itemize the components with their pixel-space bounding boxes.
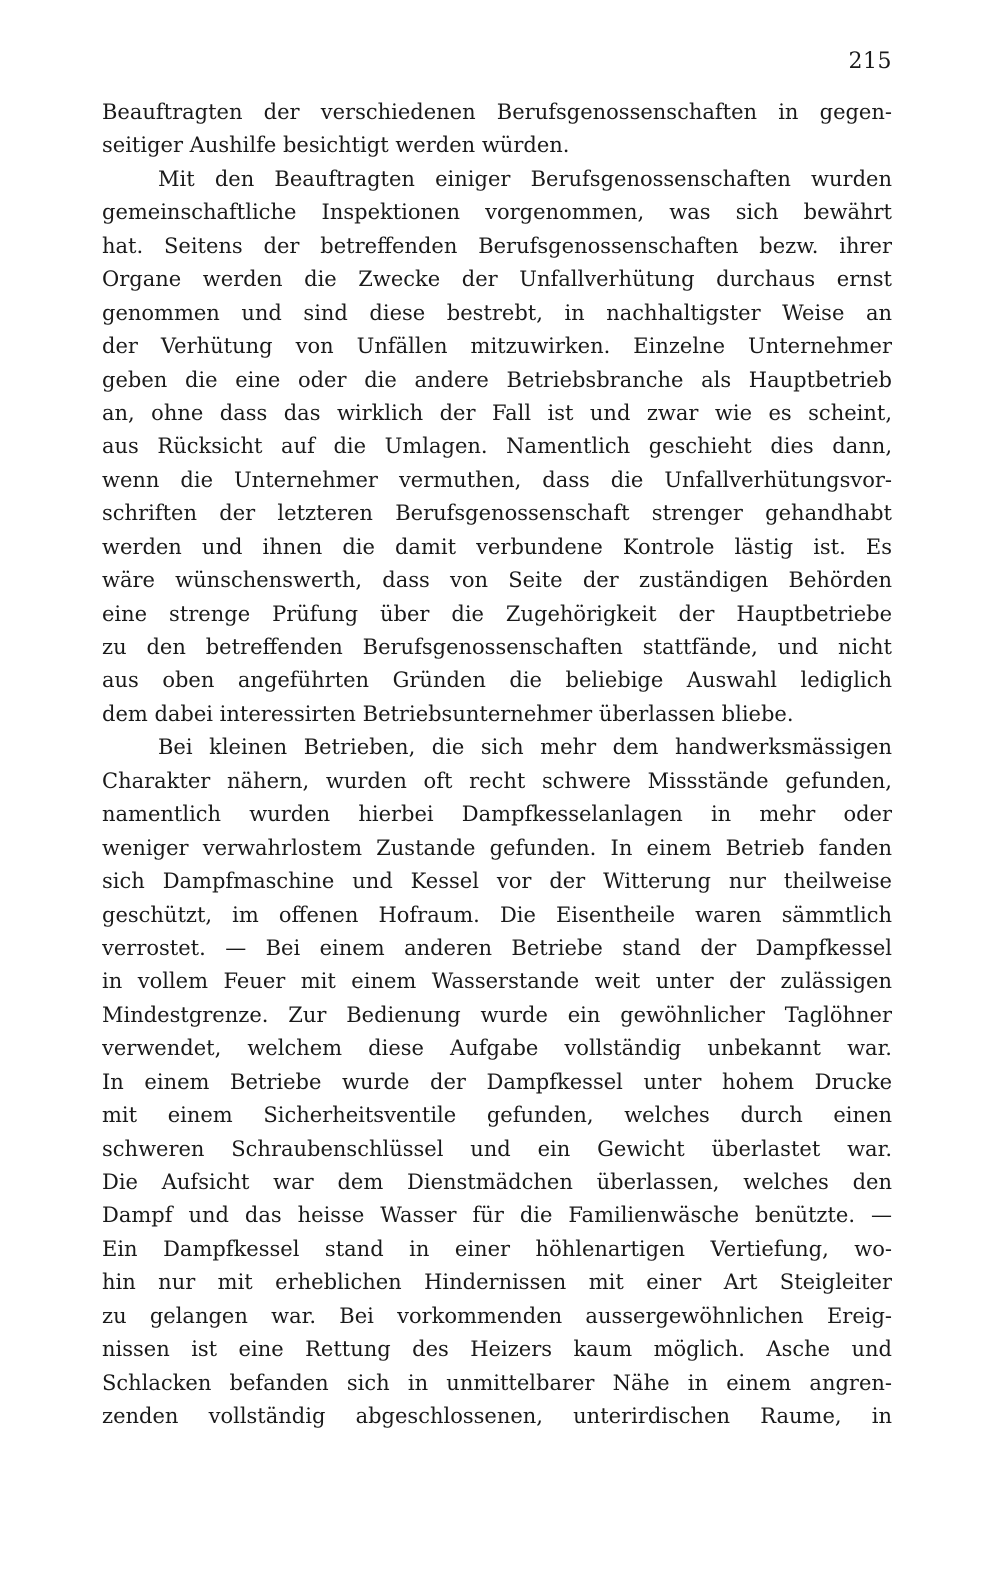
text-line: eine strenge Prüfung über die Zugehörigkeit der Hauptbetriebe <box>102 601 892 626</box>
text-line: verwendet, welchem diese Aufgabe vollständig unbekannt war. <box>102 1036 892 1061</box>
text-line: Mindestgrenze. Zur Bedienung wurde ein gewöhnlicher Taglöhner <box>102 1002 892 1027</box>
text-line: hat. Seitens der betreffenden Berufsgenossenschaften bezw. ihrer <box>102 233 892 258</box>
text-line: Ein Dampfkessel stand in einer höhlenartigen Vertiefung, wo- <box>102 1236 892 1261</box>
page-number: 215 <box>848 49 892 74</box>
text-line: in vollem Feuer mit einem Wasserstande weit unter der zulässigen <box>102 969 892 994</box>
text-line: In einem Betriebe wurde der Dampfkessel unter hohem Drucke <box>102 1069 892 1094</box>
text-line: geschützt, im offenen Hofraum. Die Eisentheile waren sämmtlich <box>102 902 892 927</box>
text-line: wäre wünschenswerth, dass von Seite der zuständigen Behörden <box>102 568 892 593</box>
text-line: zu gelangen war. Bei vorkommenden aussergewöhnlichen Ereig- <box>102 1303 892 1328</box>
text-line: genommen und sind diese bestrebt, in nachhaltigster Weise an <box>102 300 892 325</box>
text-line: hin nur mit erheblichen Hindernissen mit einer Art Steigleiter <box>102 1270 892 1295</box>
text-line: geben die eine oder die andere Betriebsbranche als Hauptbetrieb <box>102 367 892 392</box>
text-line: mit einem Sicherheitsventile gefunden, welches durch einen <box>102 1103 892 1128</box>
text-line: verrostet. — Bei einem anderen Betriebe stand der Dampfkessel <box>102 935 892 960</box>
text-line: Organe werden die Zwecke der Unfallverhütung durchaus ernst <box>102 267 892 292</box>
text-line: aus Rücksicht auf die Umlagen. Namentlich geschieht dies dann, <box>102 434 892 459</box>
text-line: Beauftragten der verschiedenen Berufsgenossenschaften in gegen- <box>102 100 892 124</box>
text-line: Dampf und das heisse Wasser für die Familienwäsche benützte. — <box>102 1203 892 1228</box>
text-line: gemeinschaftliche Inspektionen vorgenommen, was sich bewährt <box>102 200 892 225</box>
text-line: dem dabei interessirten Betriebsunternehmer überlassen bliebe. <box>102 701 794 726</box>
text-line: an, ohne dass das wirklich der Fall ist und zwar wie es scheint, <box>102 400 892 425</box>
body-text <box>102 96 892 1434</box>
text-line: wenn die Unternehmer vermuthen, dass die Unfallverhütungsvor- <box>102 467 892 492</box>
text-line: schweren Schraubenschlüssel und ein Gewicht überlastet war. <box>102 1136 892 1161</box>
text-line: zu den betreffenden Berufsgenossenschaften stattfände, und nicht <box>102 635 892 659</box>
text-line: weniger verwahrlostem Zustande gefunden. In einem Betrieb fanden <box>102 835 892 860</box>
text-line: sich Dampfmaschine und Kessel vor der Witterung nur theilweise <box>102 869 892 894</box>
text-line: der Verhütung von Unfällen mitzuwirken. Einzelne Unternehmer <box>102 334 892 359</box>
text-line: Mit den Beauftragten einiger Berufsgenossenschaften wurden <box>158 166 892 191</box>
text-line: Die Aufsicht war dem Dienstmädchen überlassen, welches den <box>102 1170 892 1194</box>
text-line: Schlacken befanden sich in unmittelbarer Nähe in einem angren- <box>102 1370 892 1395</box>
text-line: seitiger Aushilfe besichtigt werden würden. <box>102 133 570 158</box>
text-line: Bei kleinen Betrieben, die sich mehr dem handwerksmässigen <box>158 735 892 760</box>
text-line: aus oben angeführten Gründen die beliebige Auswahl lediglich <box>102 668 892 693</box>
text-line: schriften der letzteren Berufsgenossenschaft strenger gehandhabt <box>102 501 892 526</box>
text-line: nissen ist eine Rettung des Heizers kaum möglich. Asche und <box>102 1337 892 1362</box>
text-line: werden und ihnen die damit verbundene Kontrole lästig ist. Es <box>102 534 892 559</box>
text-line: namentlich wurden hierbei Dampfkesselanlagen in mehr oder <box>102 802 892 827</box>
text-line: zenden vollständig abgeschlossenen, unterirdischen Raume, in <box>102 1404 892 1429</box>
text-line: Charakter nähern, wurden oft recht schwere Missstände gefunden, <box>102 768 892 793</box>
